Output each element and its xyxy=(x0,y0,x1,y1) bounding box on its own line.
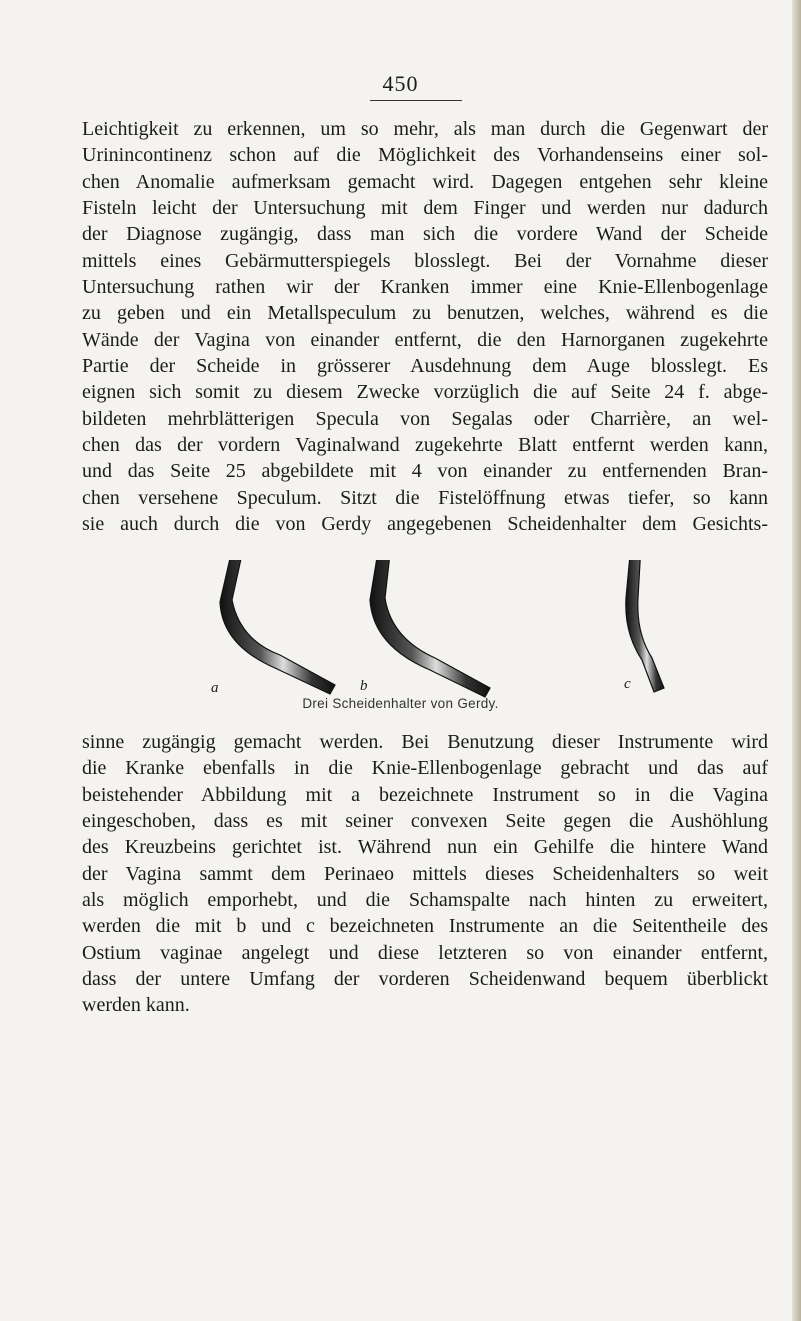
paragraph-1 xyxy=(82,116,768,538)
figure-label-a: a xyxy=(211,680,219,696)
text-line: mittels eines Gebärmutterspiegels blosslegt. Bei der Vornahme dieser xyxy=(82,249,768,272)
text-line: werden die mit b und c bezeichneten Instrumente an die Seitentheile des xyxy=(82,915,768,938)
text-line: des Kreuzbeins gerichtet ist. Während nun ein Gehilfe die hintere Wand xyxy=(82,836,768,859)
text-line: beistehender Abbildung mit a bezeichnete Instrument so in die Vagina xyxy=(82,783,768,806)
text-line: die Kranke ebenfalls in die Knie-Ellenbogenlage gebracht und das auf xyxy=(82,757,768,780)
page-number-rule xyxy=(370,100,462,101)
text-line: als möglich emporhebt, und die Schamspalte nach hinten zu erweitert, xyxy=(82,889,768,912)
scheidenhalter-c-illustration xyxy=(626,560,664,692)
figure-label-b: b xyxy=(360,678,368,694)
text-line: werden kann. xyxy=(82,994,190,1017)
text-line: chen Anomalie aufmerksam gemacht wird. Dagegen entgehen sehr kleine xyxy=(82,170,768,193)
text-line: chen versehene Speculum. Sitzt die Fistelöffnung etwas tiefer, so kann xyxy=(82,486,768,509)
text-line: der Diagnose zugängig, dass man sich die vordere Wand der Scheide xyxy=(82,223,768,246)
text-line: eingeschoben, dass es mit seiner convexen Seite gegen die Aushöhlung xyxy=(82,810,768,833)
speculum-figure xyxy=(180,560,680,700)
text-line: zu geben und ein Metallspeculum zu benutzen, welches, während es die xyxy=(82,302,768,325)
text-line: sinne zugängig gemacht werden. Bei Benutzung dieser Instrumente wird xyxy=(82,731,768,753)
text-line: Wände der Vagina von einander entfernt, die den Harnorganen zugekehrte xyxy=(82,328,768,351)
text-line: und das Seite 25 abgebildete mit 4 von einander zu entfernenden Bran- xyxy=(82,460,768,483)
text-line: Urinincontinenz schon auf die Möglichkeit des Vorhandenseins einer sol- xyxy=(82,144,768,167)
figure-label-c: c xyxy=(624,676,631,692)
text-line: dass der untere Umfang der vorderen Scheidenwand bequem überblickt xyxy=(82,968,768,991)
page-number: 450 xyxy=(382,71,419,96)
text-line: Fisteln leicht der Untersuchung mit dem Finger und werden nur dadurch xyxy=(82,197,768,220)
figure-caption: Drei Scheidenhalter von Gerdy. xyxy=(302,696,499,711)
scheidenhalter-a-illustration xyxy=(220,560,335,694)
text-line: Partie der Scheide in grösserer Ausdehnung dem Auge blosslegt. Es xyxy=(82,355,768,378)
page-edge-shadow xyxy=(792,0,801,1321)
text-line: der Vagina sammt dem Perinaeo mittels dieses Scheidenhalters so weit xyxy=(82,862,768,885)
text-line: Leichtigkeit zu erkennen, um so mehr, als man durch die Gegenwart der xyxy=(82,118,768,140)
text-line: sie auch durch die von Gerdy angegebenen Scheidenhalter dem Gesichts- xyxy=(82,513,768,536)
text-line: chen das der vordern Vaginalwand zugekehrte Blatt entfernt werden kann, xyxy=(82,434,768,457)
text-line: Untersuchung rathen wir der Kranken immer eine Knie-Ellenbogenlage xyxy=(82,276,768,299)
paragraph-2 xyxy=(82,729,768,1019)
text-line: Ostium vaginae angelegt und diese letzteren so von einander entfernt, xyxy=(82,941,768,964)
text-line: eignen sich somit zu diesem Zwecke vorzüglich die auf Seite 24 f. abge- xyxy=(82,381,768,404)
text-line: bildeten mehrblätterigen Specula von Segalas oder Charrière, an wel- xyxy=(82,407,768,430)
scheidenhalter-b-illustration xyxy=(370,560,490,697)
